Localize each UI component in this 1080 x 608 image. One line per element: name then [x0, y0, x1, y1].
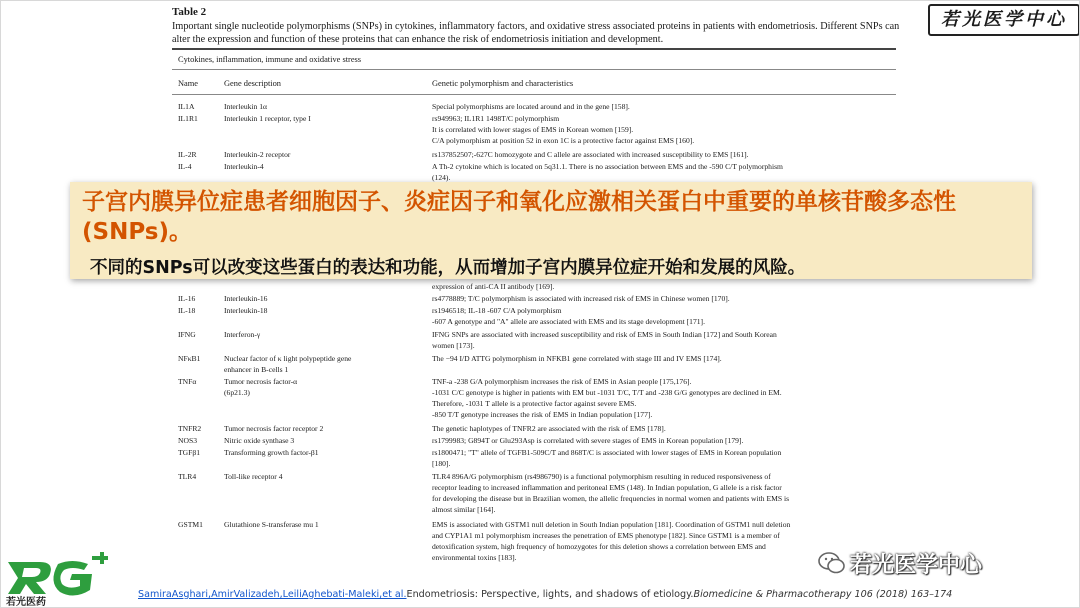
row-name: TNFα	[178, 377, 197, 386]
characteristics-line: -607 A genotype and "A" allele are associated with EMS and its stage development [171].	[432, 317, 705, 326]
row-description	[224, 471, 424, 482]
brand-stamp: 若光医学中心	[928, 4, 1080, 36]
characteristics-line: rs4778889; T/C polymorphism is associated with increased risk of EMS in Chinese women [170].	[432, 294, 730, 303]
row-description-line: Tumor necrosis factor receptor 2	[224, 424, 324, 433]
row-name: TGFβ1	[178, 448, 201, 457]
row-description-line: Interleukin-2 receptor	[224, 150, 291, 159]
characteristics-line: expression of anti-CA II antibody [169].	[432, 282, 555, 291]
col-header-polymorphism: Genetic polymorphism and characteristics	[432, 79, 574, 88]
row-name: IL1R1	[178, 114, 198, 123]
row-description-line: Interleukin-16	[224, 294, 268, 303]
row-description-line: (6p21.3)	[224, 388, 250, 397]
row-description	[224, 305, 424, 316]
characteristics-line: (124).	[432, 173, 451, 182]
characteristics-line: almost similar [164].	[432, 505, 496, 514]
citation-title: Endometriosis: Perspective, lights, and shadows of etiology.	[406, 589, 694, 600]
row-name: IL-2R	[178, 150, 197, 159]
citation-journal: Biomedicine & Pharmacotherapy 106 (2018) 163–174	[693, 589, 953, 600]
row-description	[224, 149, 424, 160]
row-description-line: Interleukin-18	[224, 306, 268, 315]
top-rule	[172, 48, 896, 50]
row-description-line: Transforming growth factor-β1	[224, 448, 319, 457]
row-characteristics	[432, 113, 892, 146]
row-characteristics	[432, 293, 892, 304]
characteristics-line: C/A polymorphism at position 52 in exon 1C is a protective factor against EMS [160].	[432, 136, 695, 145]
header-rule	[172, 94, 896, 95]
row-name: TLR4	[178, 472, 197, 481]
row-characteristics	[432, 353, 892, 364]
characteristics-line: Special polymorphisms are located around and in the gene [158].	[432, 102, 630, 111]
row-description-line: Interleukin-4	[224, 162, 264, 171]
row-name: NOS3	[178, 436, 197, 445]
row-name: IL-18	[178, 306, 196, 315]
watermark-text: 若光医学中心	[850, 553, 983, 578]
characteristics-line: rs1799983; G894T or Glu293Asp is correlated with severe stages of EMS in Korean population [179].	[432, 436, 744, 445]
row-description-line: Nuclear factor of κ light polypeptide gene	[224, 354, 352, 363]
col-header-name: Name	[178, 79, 198, 88]
characteristics-line: rs949963; IL1R1 1498T/C polymorphism	[432, 114, 560, 123]
row-name: IL-16	[178, 294, 196, 303]
characteristics-line: detoxification system, high frequency of homozygotes for this deletion shows a correlation between EMS and	[432, 542, 766, 551]
row-description-line: Interleukin 1α	[224, 102, 267, 111]
row-characteristics	[432, 329, 892, 351]
characteristics-line: TNF-a -238 G/A polymorphism increases the risk of EMS in Asian people [175,176].	[432, 377, 692, 386]
row-description	[224, 435, 424, 446]
row-description	[224, 423, 424, 434]
row-name: IL1A	[178, 102, 195, 111]
row-description	[224, 293, 424, 304]
table-caption: Important single nucleotide polymorphisms (SNPs) in cytokines, inflammatory factors, and oxidative stress associated proteins in patients with endometriosis. Different SNPs can alter the expression and function of these proteins that can enhance the risk of endometriosis initiation and development.	[172, 21, 900, 45]
wechat-icon	[818, 551, 846, 575]
table-section-title: Cytokines, inflammation, immune and oxidative stress	[178, 55, 362, 64]
row-description	[224, 376, 424, 398]
row-characteristics	[432, 435, 892, 446]
brand-logo-text: 若光医药	[6, 597, 46, 608]
row-description	[224, 101, 424, 112]
characteristics-line: women [173].	[432, 341, 475, 350]
row-description	[224, 353, 424, 375]
row-characteristics	[432, 101, 892, 112]
row-description-line: enhancer in B-cells 1	[224, 365, 289, 374]
table-title: Table 2	[172, 6, 207, 18]
characteristics-line: environmental toxins [183].	[432, 553, 517, 562]
row-characteristics	[432, 447, 892, 469]
row-description	[224, 329, 424, 340]
citation	[138, 589, 952, 600]
row-name: GSTM1	[178, 520, 203, 529]
row-name: TNFR2	[178, 424, 202, 433]
characteristics-line: rs1946518; IL-18 -607 C/A polymorphism	[432, 306, 562, 315]
section-rule	[172, 69, 896, 70]
row-characteristics	[432, 161, 892, 183]
characteristics-line: A Th-2 cytokine which is located on 5q31.1. There is no association between EMS and the -590 C/T polymorphism	[432, 162, 783, 171]
characteristics-line: rs1800471; "T" allele of TGFB1-509C/T and 868T/C is associated with lower stages of EMS in Korean population	[432, 448, 782, 457]
overlay-subtitle-text: 不同的SNPs可以改变这些蛋白的表达和功能，从而增加子宫内膜异位症开始和发展的风险。	[90, 258, 806, 278]
characteristics-line: -1031 C/C genotype is higher in patients with EM but -1031 T/C, T/T and -238 G/G genotypes are declined in EM.	[432, 388, 782, 397]
characteristics-line: [180].	[432, 459, 451, 468]
overlay-title-text: 子宫内膜异位症患者细胞因子、炎症因子和氧化应激相关蛋白中重要的单核苷酸多态性(SNPs)。	[82, 189, 956, 245]
row-description-line: Interferon-γ	[224, 330, 261, 339]
row-description-line: Interleukin 1 receptor, type I	[224, 114, 311, 123]
characteristics-line: The −94 I/D ATTG polymorphism in NFKB1 gene correlated with stage III and IV EMS [174].	[432, 354, 722, 363]
citation-authors-link[interactable]: SamiraAsghari,AmirValizadeh,LeiliAghebati-Maleki,et al.	[138, 589, 407, 600]
row-characteristics	[432, 149, 892, 160]
row-characteristics	[432, 305, 892, 327]
characteristics-line: receptor leading to increased inflammation and peritoneal EMS (148). In Indian population, G allele is a risk factor	[432, 483, 782, 492]
row-characteristics	[432, 376, 892, 420]
characteristics-line: The genetic haplotypes of TNFR2 are associated with the risk of EMS [178].	[432, 424, 666, 433]
row-description-line: Glutathione S-transferase mu 1	[224, 520, 319, 529]
row-description-line: Toll-like receptor 4	[224, 472, 283, 481]
characteristics-line: IFNG SNPs are associated with increased susceptibility and risk of EMS in South Indian [172] and South Korean	[432, 330, 777, 339]
characteristics-line: rs137852507;-627C homozygote and C allele are associated with increased susceptibility to EMS [161].	[432, 150, 749, 159]
characteristics-line: for developing the disease but in Brazilian women, the allelic frequencies in normal women and patients with EMS is	[432, 494, 790, 503]
row-name: NFκB1	[178, 354, 201, 363]
col-header-description: Gene description	[224, 79, 281, 88]
row-description	[224, 161, 424, 172]
characteristics-line: TLR4 896A/G polymorphism (rs4986790) is a functional polymorphism resulting in reduced responsiveness of	[432, 472, 771, 481]
row-characteristics	[432, 423, 892, 434]
row-characteristics	[432, 471, 892, 515]
row-characteristics	[432, 281, 892, 292]
characteristics-line: Therefore, -1031 T allele is a protective factor against severe EMS.	[432, 399, 637, 408]
row-description-line: Nitric oxide synthase 3	[224, 436, 295, 445]
row-description-line: Tumor necrosis factor-α	[224, 377, 298, 386]
row-description	[224, 113, 424, 124]
row-description	[224, 519, 424, 530]
row-name: IL-4	[178, 162, 192, 171]
row-description	[224, 447, 424, 458]
characteristics-line: and CYP1A1 m1 polymorphism increases the penetration of EMS phenotype [182]. Since GSTM1 is a member of	[432, 531, 780, 540]
row-name: IFNG	[178, 330, 196, 339]
characteristics-line: -850 T/T genotype increases the risk of EMS in Indian population [177].	[432, 410, 653, 419]
characteristics-line: It is correlated with lower stages of EMS in Korean women [159].	[432, 125, 634, 134]
characteristics-line: EMS is associated with GSTM1 null deletion in South Indian population [181]. Coordination of GSTM1 null deletion	[432, 520, 791, 529]
